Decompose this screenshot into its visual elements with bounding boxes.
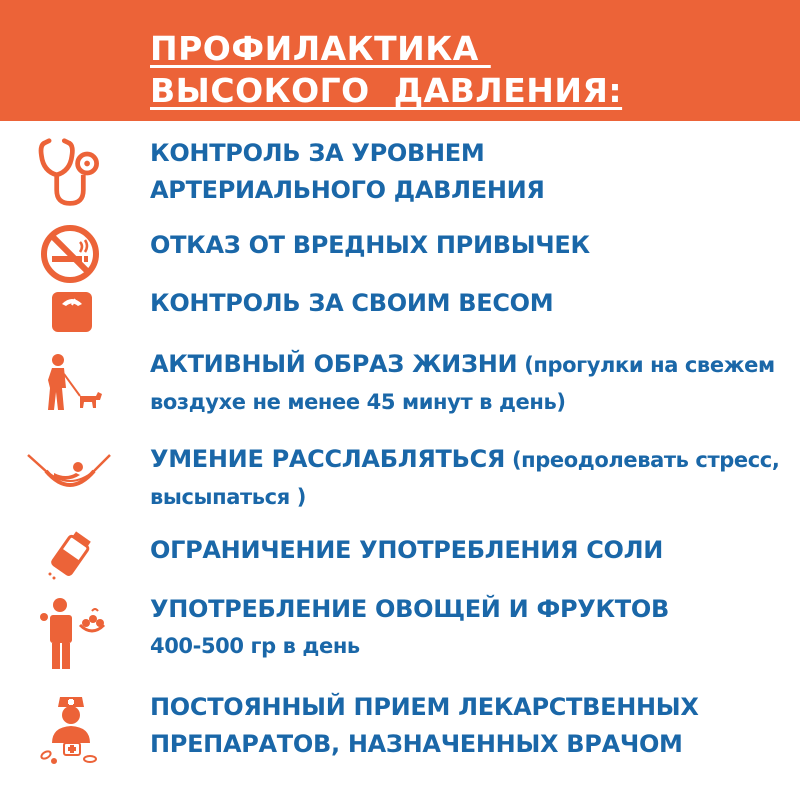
item-line-1: УПОТРЕБЛЕНИЕ ОВОЩЕЙ И ФРУКТОВ xyxy=(150,595,669,623)
item-text xyxy=(150,689,790,763)
salt-shaker-icon xyxy=(44,528,96,580)
scale-icon xyxy=(50,290,94,334)
header-banner xyxy=(0,0,800,121)
item-text xyxy=(150,135,790,209)
item-normal-part: (преодолевать стресс, xyxy=(505,448,780,472)
item-line-1: КОНТРОЛЬ ЗА СВОИМ ВЕСОМ xyxy=(150,289,554,317)
item-text xyxy=(150,441,790,516)
page-title xyxy=(150,28,622,112)
stethoscope-icon xyxy=(32,135,108,211)
item-line-2: ПРЕПАРАТОВ, НАЗНАЧЕННЫХ ВРАЧОМ xyxy=(150,730,683,758)
item-normal-part: (прогулки на свежем xyxy=(517,353,775,377)
title-line-2: ВЫСОКОГО ДАВЛЕНИЯ: xyxy=(150,71,623,110)
item-text xyxy=(150,346,790,421)
item-text xyxy=(150,227,790,264)
item-line-2: высыпаться ) xyxy=(150,485,306,509)
item-line-2: АРТЕРИАЛЬНОГО ДАВЛЕНИЯ xyxy=(150,176,545,204)
person-fruits-icon xyxy=(40,597,110,669)
item-bold-part: УМЕНИЕ РАССЛАБЛЯТЬСЯ xyxy=(150,445,506,473)
item-text xyxy=(150,285,790,322)
person-walking-dog-icon xyxy=(40,352,106,418)
title-line-1: ПРОФИЛАКТИКА xyxy=(150,29,491,68)
no-smoking-icon xyxy=(40,224,100,284)
item-line-1 xyxy=(150,441,790,479)
item-line-2: воздухе не менее 45 минут в день) xyxy=(150,390,566,414)
doctor-pills-icon xyxy=(38,693,104,767)
item-line-1: ПОСТОЯННЫЙ ПРИЕМ ЛЕКАРСТВЕННЫХ xyxy=(150,693,699,721)
item-line-1: ОТКАЗ ОТ ВРЕДНЫХ ПРИВЫЧЕК xyxy=(150,231,590,259)
item-text xyxy=(150,532,790,569)
item-text xyxy=(150,591,790,665)
hammock-icon xyxy=(26,451,112,501)
item-line-2: 400-500 гр в день xyxy=(150,634,360,658)
item-line-1: КОНТРОЛЬ ЗА УРОВНЕМ xyxy=(150,139,485,167)
item-line-1: ОГРАНИЧЕНИЕ УПОТРЕБЛЕНИЯ СОЛИ xyxy=(150,536,664,564)
item-bold-part: АКТИВНЫЙ ОБРАЗ ЖИЗНИ xyxy=(150,350,518,378)
item-line-1 xyxy=(150,346,790,384)
